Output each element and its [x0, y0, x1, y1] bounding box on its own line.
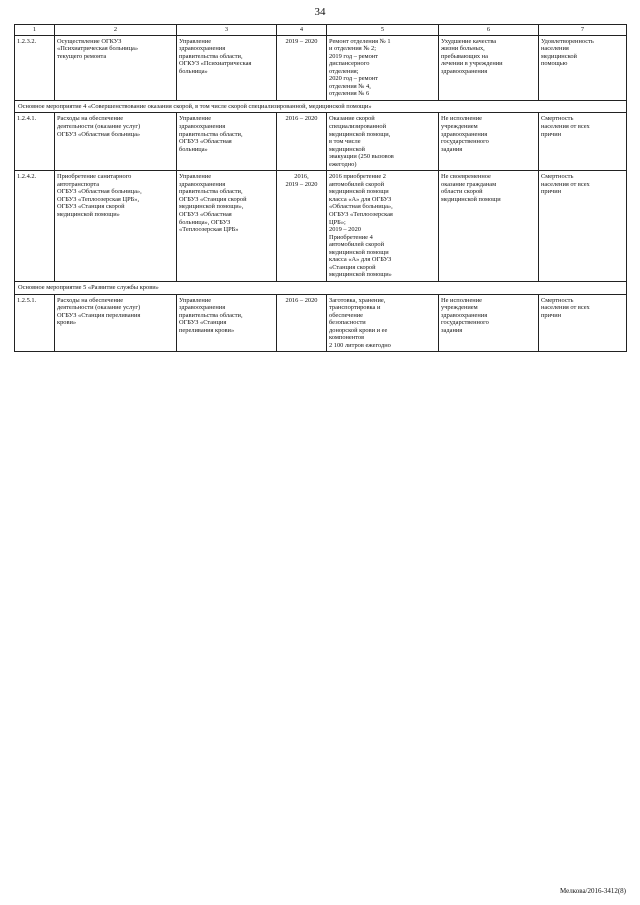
- col-header-3: 3: [177, 25, 277, 36]
- measures-table: [14, 24, 627, 352]
- section-row: [15, 100, 627, 113]
- expected-result: Заготовка, хранение, транспортировка и обеспечение безопасности донорской крови и ее компонентов 2 100 литров ежегодно: [327, 294, 439, 352]
- col-header-6: 6: [439, 25, 539, 36]
- linked-indicator: Удовлетворенность населения медицинской помощью: [539, 35, 627, 100]
- table-row: [15, 113, 627, 171]
- expected-result: Ремонт отделения № 1 и отделения № 2; 2019 год – ремонт диспансерного отделения; 2020 год – ремонт отделения № 4, отделения № 6: [327, 35, 439, 100]
- section-title: Основное мероприятие 5 «Развитие службы крови»: [15, 281, 627, 294]
- row-number: 1.2.5.1.: [15, 294, 55, 352]
- table-row: [15, 294, 627, 352]
- expected-result: Оказание скорой специализированной медицинской помощи, в том числе медицинской эвакуации (250 вызовов ежегодно): [327, 113, 439, 171]
- row-number: 1.2.4.2.: [15, 171, 55, 282]
- implementation-period: 2016 – 2020: [277, 294, 327, 352]
- expected-result: 2016 приобретение 2 автомобилей скорой медицинской помощи класса «А» для ОГБУЗ «Областная больница», ОГБУЗ «Теплоозерская ЦРБ»; 2019 – 2020 Приобретение 4 автомобилей скорой медицинской помощи класса «А» для ОГБУЗ «Станция скорой медицинской помощи»: [327, 171, 439, 282]
- col-header-5: 5: [327, 25, 439, 36]
- col-header-7: 7: [539, 25, 627, 36]
- implementation-period: 2016, 2019 – 2020: [277, 171, 327, 282]
- table-row: [15, 171, 627, 282]
- implementation-period: 2019 – 2020: [277, 35, 327, 100]
- measure-name: Расходы на обеспечение деятельности (оказание услуг) ОГБУЗ «Областная больница»: [55, 113, 177, 171]
- page-number: 34: [314, 6, 326, 18]
- col-header-4: 4: [277, 25, 327, 36]
- linked-indicator: Смертность населения от всех причин: [539, 171, 627, 282]
- col-header-2: 2: [55, 25, 177, 36]
- non-implementation-consequences: Не исполнение учреждением здравоохранения государственного задания: [439, 113, 539, 171]
- header-row: [15, 25, 627, 36]
- non-implementation-consequences: Не исполнение учреждением здравоохранения государственного задания: [439, 294, 539, 352]
- section-row: [15, 281, 627, 294]
- responsible-executor: Управление здравоохранения правительства области, ОГБУЗ «Станция переливания крови»: [177, 294, 277, 352]
- responsible-executor: Управление здравоохранения правительства области, ОГКУЗ «Психиатрическая больница»: [177, 35, 277, 100]
- measure-name: Расходы на обеспечение деятельности (оказание услуг) ОГБУЗ «Станция переливания крови»: [55, 294, 177, 352]
- measure-name: Приобретение санитарного автотранспорта ОГБУЗ «Областная больница», ОГБУЗ «Теплоозерская ЦРБ», ОГБУЗ «Станция скорой медицинской помощи»: [55, 171, 177, 282]
- linked-indicator: Смертность населения от всех причин: [539, 294, 627, 352]
- non-implementation-consequences: Не своевременное оказание гражданам области скорой медицинской помощи: [439, 171, 539, 282]
- col-header-1: 1: [15, 25, 55, 36]
- row-number: 1.2.4.1.: [15, 113, 55, 171]
- implementation-period: 2016 – 2020: [277, 113, 327, 171]
- responsible-executor: Управление здравоохранения правительства области, ОГБУЗ «Станция скорой медицинской помощи», ОГБУЗ «Областная больница», ОГБУЗ «Теплоозерская ЦРБ»: [177, 171, 277, 282]
- measure-name: Осуществление ОГКУЗ «Психиатрическая больница» текущего ремонта: [55, 35, 177, 100]
- non-implementation-consequences: Ухудшение качества жизни больных, пребывающих на лечении в учреждении здравоохранения: [439, 35, 539, 100]
- row-number: 1.2.3.2.: [15, 35, 55, 100]
- responsible-executor: Управление здравоохранения правительства области, ОГБУЗ «Областная больница»: [177, 113, 277, 171]
- document-code: Мелкова/2016-3412(8): [559, 887, 626, 895]
- table-row: [15, 35, 627, 100]
- linked-indicator: Смертность населения от всех причин: [539, 113, 627, 171]
- section-title: Основное мероприятие 4 «Совершенствование оказания скорой, в том числе скорой специализированной, медицинской помощи»: [15, 100, 627, 113]
